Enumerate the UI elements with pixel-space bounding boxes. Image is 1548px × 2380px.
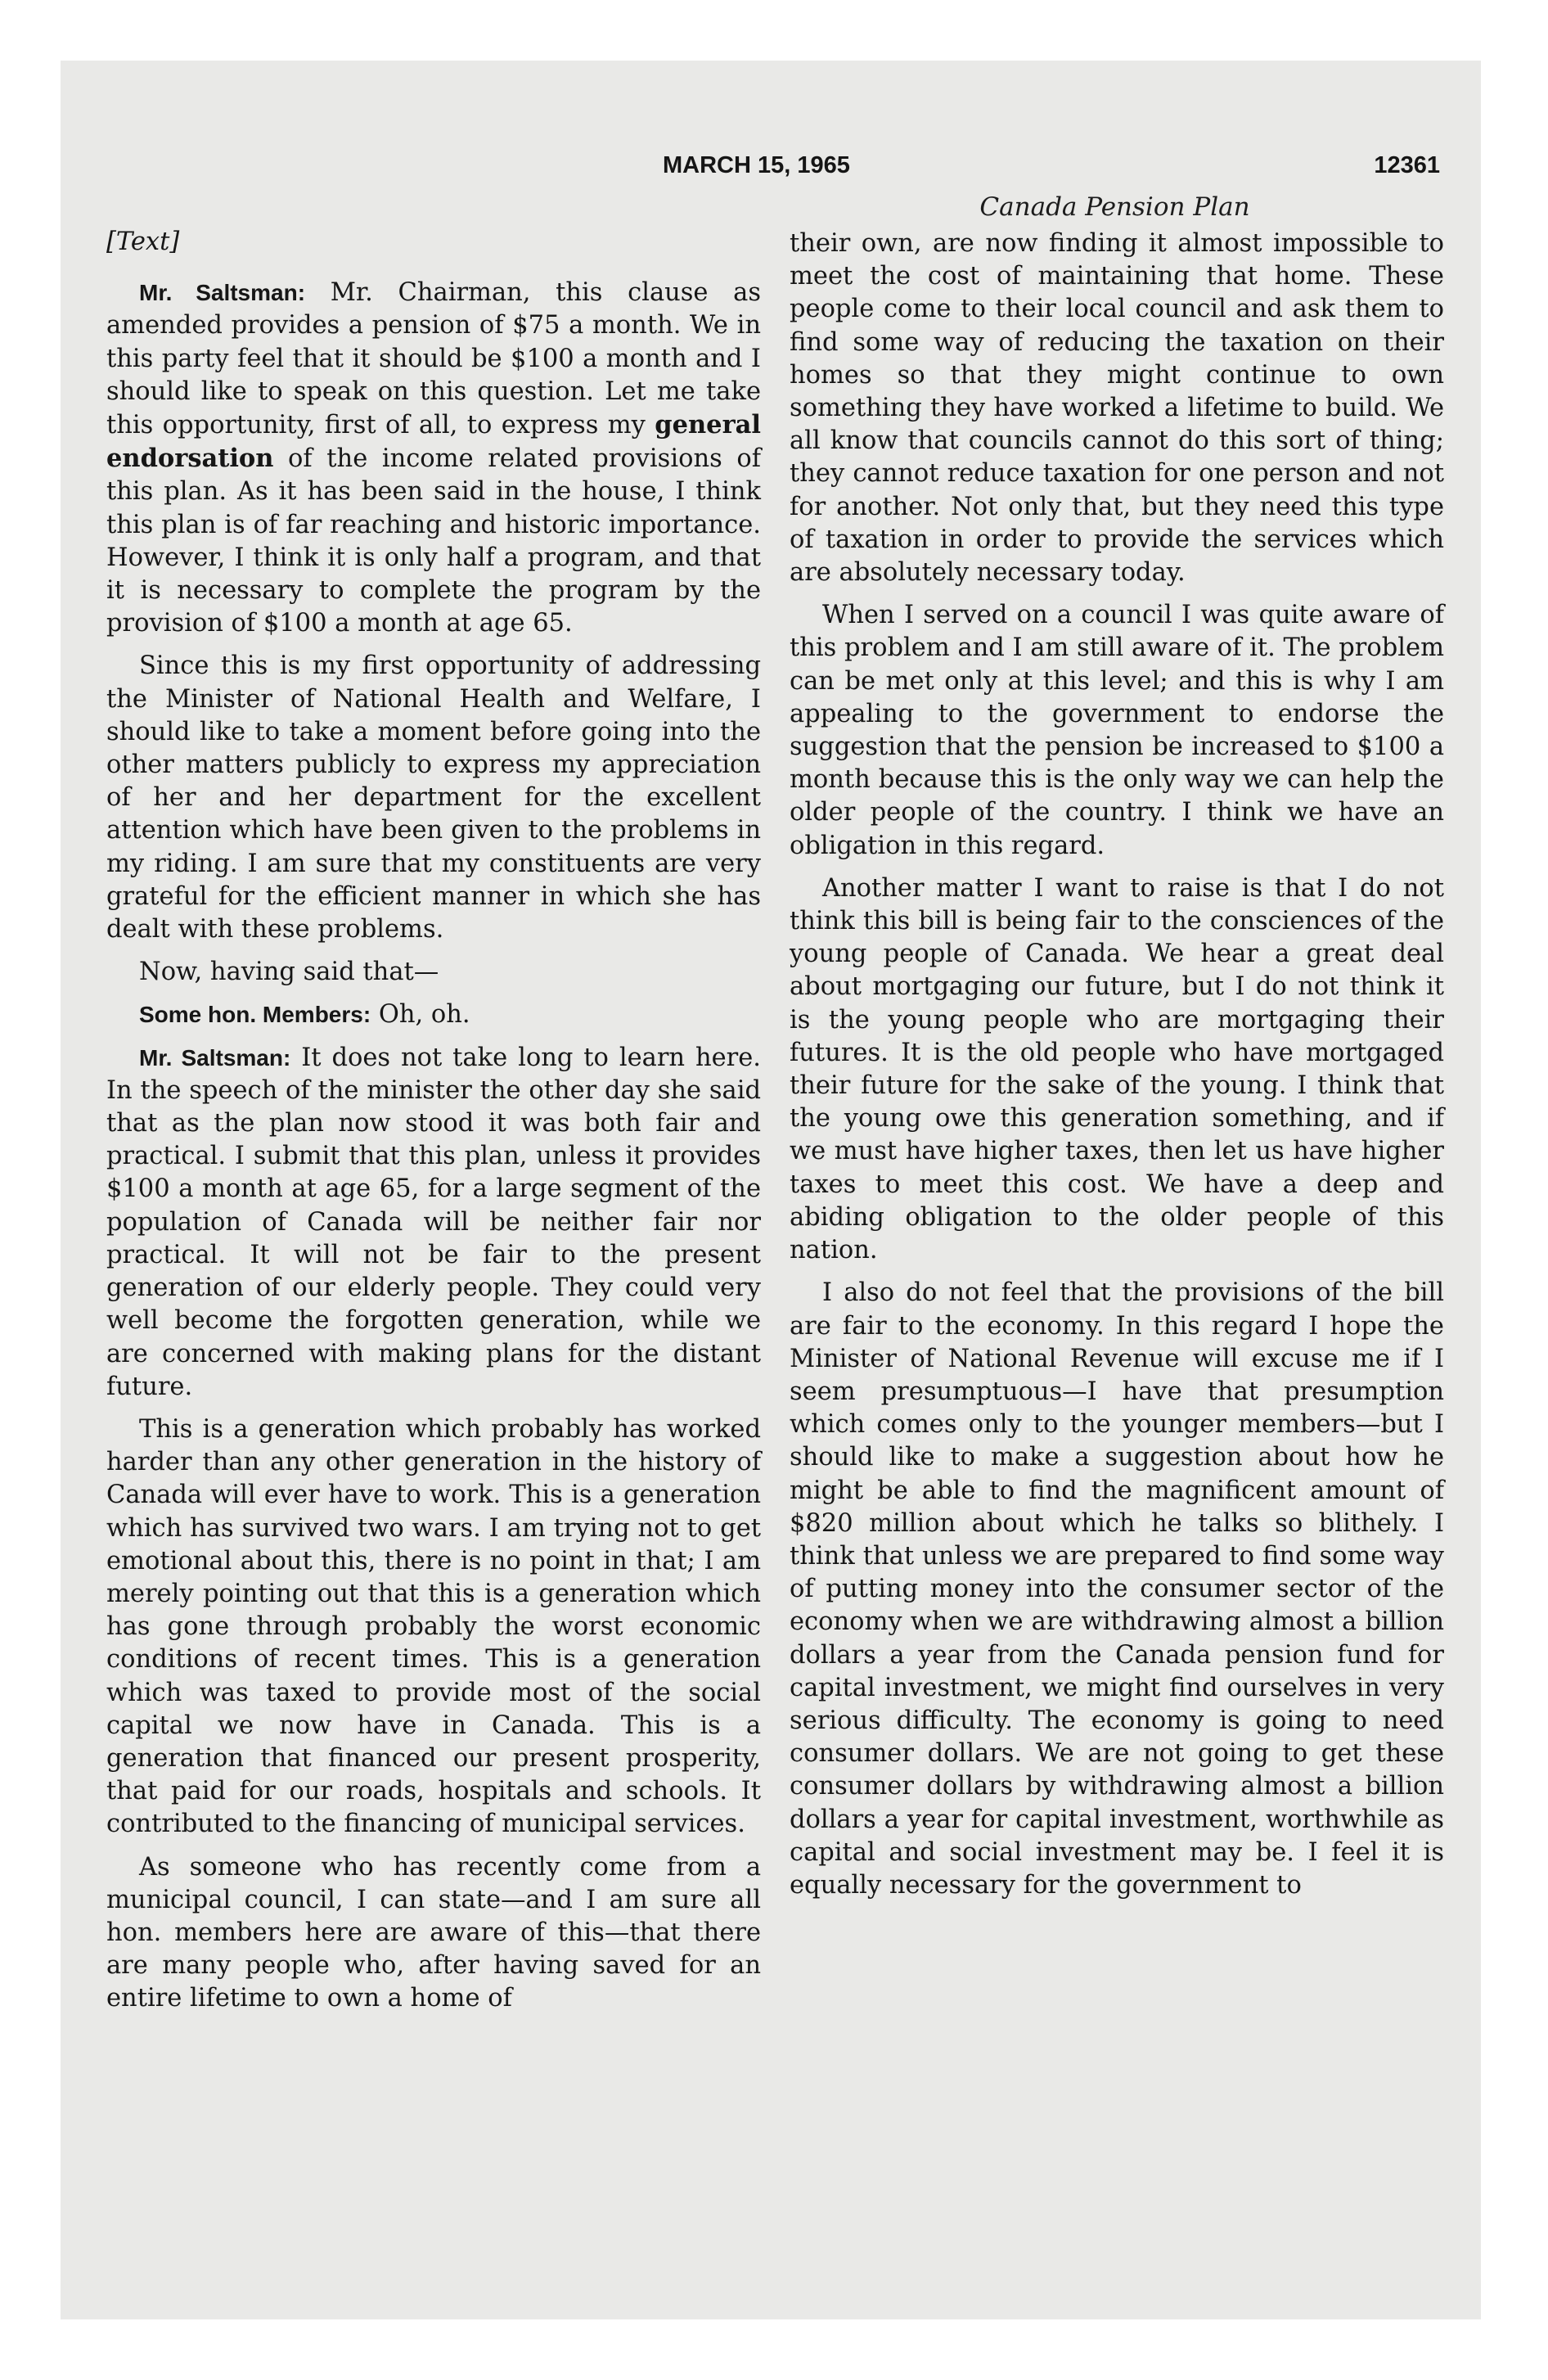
header-date: MARCH 15, 1965 [663,152,850,178]
paragraph: Since this is my first opportunity of addressing the Minister of National Health and Welfare, I should like to take a moment before going into the other matters publicly to express my appreciation of her and her department for the excellent attention which have been given to the problems in my riding. I am sure that my constituents are very grateful for the efficient manner in which she has dealt with these problems. [106,651,761,944]
emphasis-text: general endorsation [106,410,761,474]
left-column [106,226,761,2026]
paragraph-text: Mr. Chairman, this clause as amended provides a pension of $75 a month. We in this party feel that it should be $100 a month and I should like to speak on this question. Let me take this opportunity, first of all, to express my [106,278,761,440]
right-column [790,228,1444,1912]
paragraph-text: It does not take long to learn here. In the speech of the minister the other day she said that as the plan now stood it was both fair and practical. I submit that this plan, unless it provides $100 a month at age 65, for a large segment of the population of Canada will be neither fair nor practical. It will not be fair to the present generation of our elderly people. They could very well become the forgotten generation, while we are concerned with making plans for the distant future. [106,1043,761,1401]
paragraph: This is a generation which probably has worked harder than any other generation in the history of Canada will ever have to work. This is a generation which has survived two wars. I am trying not to get emotional about this, there is no point in that; I am merely pointing out that this is a generation which has gone through probably the worst economic conditions of recent times. This is a generation which was taxed to provide most of the social capital we now have in Canada. This is a generation that financed our present prosperity, that paid for our roads, hospitals and schools. It contributed to the financing of municipal services. [106,1414,761,1839]
paragraph-text: of the income related provisions of this plan. As it has been said in the house, I think this plan is of far reaching and historic importance. However, I think it is only half a program, and that it is necessary to complete the program by the provision of $100 a month at age 65. [106,444,761,638]
text-marker: [Text] [106,228,180,256]
running-title: Canada Pension Plan [979,192,1250,222]
paragraph [106,1042,761,1404]
paragraph: Now, having said that— [139,958,439,987]
paragraph [106,277,761,640]
paragraph: When I served on a council I was quite aware of this problem and I am still aware of it. The problem can be met only at this level; and this is why I am appealing to the government to endorse the suggestion that the pension be increased to $100 a month because this is the only way we can help the older people of the country. I think we have an obligation in this regard. [790,601,1444,860]
speaker-name: Some hon. Members: [139,1002,371,1028]
paragraph: I also do not feel that the provisions of the bill are fair to the economy. In this regard I hope the Minister of National Revenue will excuse me if I seem presumptuous—I have that presumption which comes only to the younger members—but I should like to make a suggestion about how he might be able to find the magnificent amount of $820 million about which he talks so blithely. I think that unless we are prepared to find some way of putting money into the consumer sector of the economy when we are withdrawing almost a billion dollars a year from the Canada pension fund for capital investment, we might find ourselves in very serious difficulty. The economy is going to need consumer dollars. We are not going to get these consumer dollars by withdrawing almost a billion dollars a year for capital investment, worthwhile as capital and social investment may be. I feel it is equally necessary for the government to [790,1278,1444,1900]
paragraph: their own, are now finding it almost impossible to meet the cost of maintaining that home. These people come to their local council and ask them to find some way of reducing the taxation on their homes so that they might continue to own something they have worked a lifetime to build. We all know that councils cannot do this sort of thing; they cannot reduce taxation for one person and not for another. Not only that, but they need this type of taxation in order to provide the services which are absolutely necessary today. [790,229,1444,588]
page-number: 12361 [1374,152,1440,178]
paragraph: Another matter I want to raise is that I do not think this bill is being fair to the consciences of the young people of Canada. We hear a great deal about mortgaging our future, but I do not think it is the young people who are mortgaging their futures. It is the old people who have mortgaged their future for the sake of the young. I think that the young owe this generation something, and if we must have higher taxes, then let us have higher taxes to meet this cost. We have a deep and abiding obligation to the older people of this nation. [790,873,1444,1265]
paragraph: As someone who has recently come from a municipal council, I can state—and I am sure all hon. members here are aware of this—that there are many people who, after having saved for an entire lifetime to own a home of [106,1852,761,2013]
speaker-name: Mr. Saltsman: [139,1044,291,1071]
speaker-name: Mr. Saltsman: [139,280,306,306]
paragraph [106,998,761,1031]
paragraph-text: Oh, oh. [378,1000,470,1030]
page-header [106,152,1440,185]
